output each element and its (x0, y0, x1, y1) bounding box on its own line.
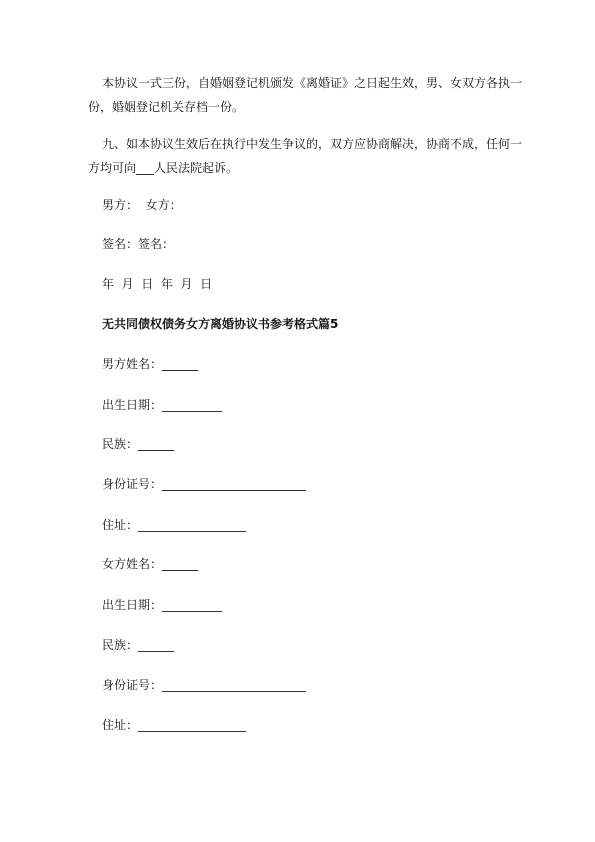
wife-ethnicity-line: 民族：______ (102, 638, 175, 652)
wife-name-line: 女方姓名：______ (102, 557, 199, 571)
wife-birth-line: 出生日期：__________ (102, 598, 223, 612)
husband-ethnicity-line: 民族：______ (102, 437, 175, 451)
husband-id-line: 身份证号：________________________ (102, 477, 307, 491)
wife-address-line: 住址：__________________ (102, 718, 247, 732)
husband-address-line: 住址：__________________ (102, 518, 247, 532)
husband-name-line: 男方姓名：______ (102, 357, 199, 371)
husband-birth-line: 出生日期：__________ (102, 398, 223, 412)
effect-paragraph: 本协议一式三份，自婚姻登记机颁发《离婚证》之日起生效，男、女双方各执一份，婚姻登记机关存档一份。 (88, 76, 523, 114)
dates-line: 年 月 日 年 月 日 (102, 277, 213, 291)
dispute-paragraph: 九、如本协议生效后在执行中发生争议的，双方应协商解决，协商不成，任何一方均可向___人民法院起诉。 (88, 137, 523, 175)
parties-line: 男方： 女方： (102, 198, 182, 212)
signatures-line: 签名：签名： (102, 237, 175, 251)
section-title: 无共同债权债务女方离婚协议书参考格式篇5 (102, 317, 339, 331)
wife-id-line: 身份证号：________________________ (102, 678, 307, 692)
